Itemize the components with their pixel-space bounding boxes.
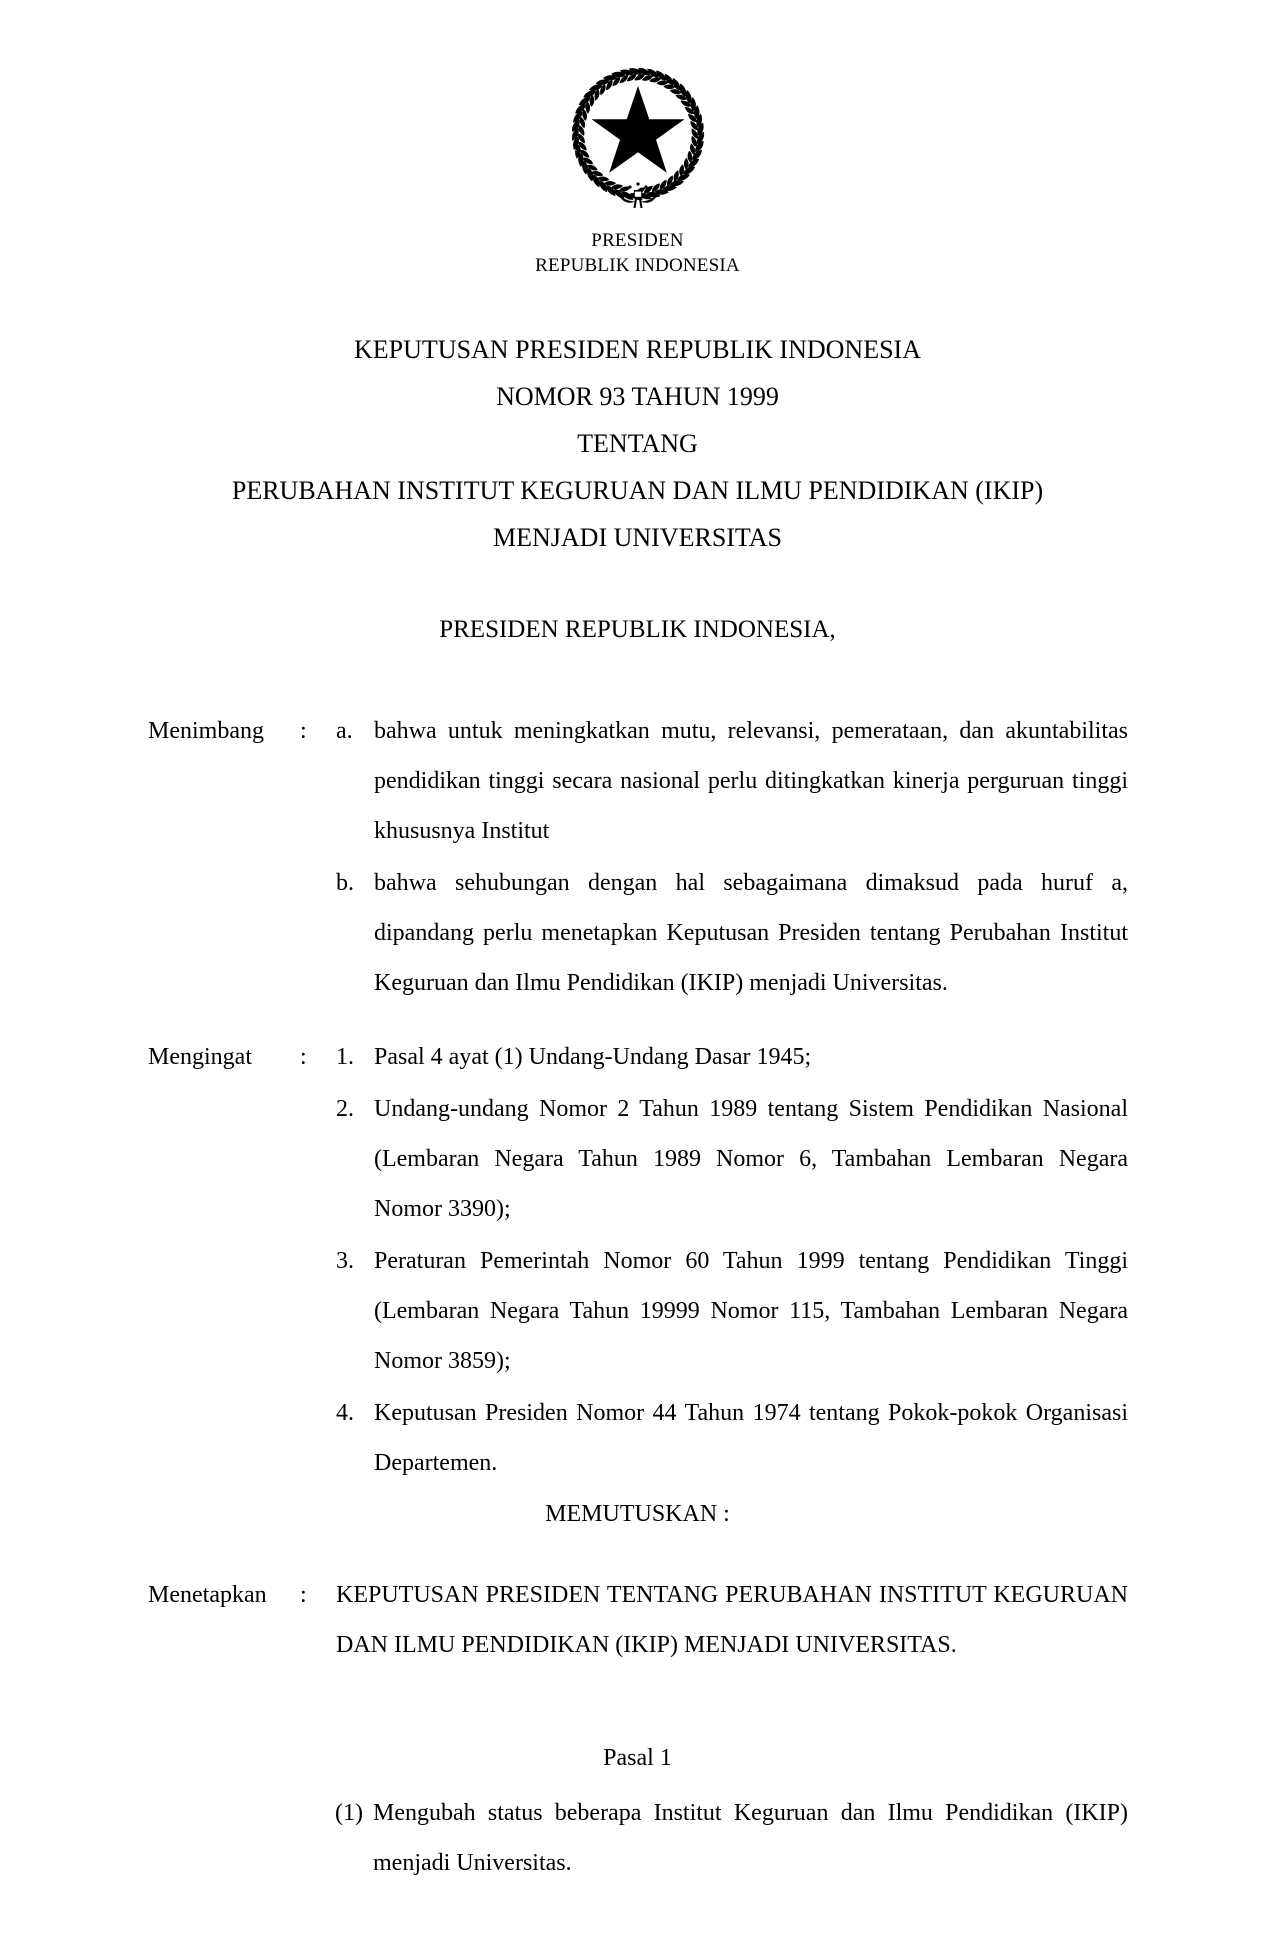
- list-text: Mengubah status beberapa Institut Keguruan dan Ilmu Pendidikan (IKIP) menjadi Universitas.: [373, 1800, 1128, 1876]
- list-marker: (1): [335, 1800, 363, 1826]
- title-line-subject-1: PERUBAHAN INSTITUT KEGURUAN DAN ILMU PENDIDIKAN (IKIP): [231, 476, 1044, 505]
- list-text: bahwa sehubungan dengan hal sebagaimana dimaksud pada huruf a, dipandang perlu menetapkan Keputusan Presiden tentang Perubahan Institut Keguruan dan Ilmu Pendidikan (IKIP) menjadi Universitas.: [374, 870, 1128, 996]
- clause-items-mengingat: [336, 1032, 1128, 1490]
- memutuskan-heading: MEMUTUSKAN :: [545, 1501, 730, 1527]
- clause-label-menimbang: Menimbang: [148, 718, 264, 744]
- list-item: [336, 858, 1128, 1008]
- header-presiden: PRESIDEN: [591, 230, 684, 251]
- list-item: [336, 1388, 1128, 1488]
- pasal-heading: Pasal 1: [603, 1745, 672, 1771]
- clause-mengingat: [148, 1032, 1128, 1490]
- clause-items-menimbang: [336, 706, 1128, 1010]
- list-item: [336, 1084, 1128, 1234]
- document-title-block: [0, 326, 1275, 561]
- list-marker: b.: [336, 870, 354, 896]
- title-line-1: KEPUTUSAN PRESIDEN REPUBLIK INDONESIA: [354, 335, 921, 364]
- list-marker: 2.: [336, 1096, 354, 1122]
- list-marker: 4.: [336, 1400, 354, 1426]
- emblem-container: [0, 48, 1275, 219]
- document-body: [148, 706, 1128, 1512]
- list-item: [336, 1032, 1128, 1082]
- clause-colon-mengingat: :: [300, 1044, 307, 1070]
- list-item: [335, 1788, 1128, 1888]
- clause-menetapkan: [148, 1570, 1128, 1670]
- list-text: Peraturan Pemerintah Nomor 60 Tahun 1999 tentang Pendidikan Tinggi (Lembaran Negara Tahun 19999 Nomor 115, Tambahan Lembaran Negara Nomor 3859);: [374, 1248, 1128, 1374]
- clause-label-mengingat: Mengingat: [148, 1044, 252, 1070]
- title-line-tentang: TENTANG: [577, 429, 698, 458]
- list-text: Keputusan Presiden Nomor 44 Tahun 1974 tentang Pokok-pokok Organisasi Departemen.: [374, 1400, 1128, 1476]
- list-item: [336, 706, 1128, 856]
- garuda-star-wreath-emblem: [562, 48, 714, 214]
- clause-colon-menetapkan: :: [300, 1582, 307, 1608]
- list-marker: 3.: [336, 1248, 354, 1274]
- list-marker: a.: [336, 718, 353, 744]
- title-line-subject-2: MENJADI UNIVERSITAS: [493, 523, 782, 552]
- menetapkan-text: KEPUTUSAN PRESIDEN TENTANG PERUBAHAN INSTITUT KEGURUAN DAN ILMU PENDIDIKAN (IKIP) MENJADI UNIVERSITAS.: [336, 1582, 1128, 1658]
- list-text: bahwa untuk meningkatkan mutu, relevansi, pemerataan, dan akuntabilitas pendidikan tinggi secara nasional perlu ditingkatkan kinerja perguruan tinggi khususnya Institut: [374, 718, 1128, 844]
- clause-colon-menimbang: :: [300, 718, 307, 744]
- pasal-body: [335, 1788, 1128, 1890]
- list-text: Pasal 4 ayat (1) Undang-Undang Dasar 1945;: [374, 1044, 812, 1070]
- list-text: Undang-undang Nomor 2 Tahun 1989 tentang Sistem Pendidikan Nasional (Lembaran Negara Tahun 1989 Nomor 6, Tambahan Lembaran Negara Nomor 3390);: [374, 1096, 1128, 1222]
- clause-label-menetapkan: Menetapkan: [148, 1582, 267, 1608]
- document-header: [0, 228, 1275, 278]
- document-subtitle: PRESIDEN REPUBLIK INDONESIA,: [439, 616, 836, 643]
- list-item: [336, 1236, 1128, 1386]
- clause-menimbang: [148, 706, 1128, 1010]
- title-line-nomor: NOMOR 93 TAHUN 1999: [496, 382, 779, 411]
- header-republik-indonesia: REPUBLIK INDONESIA: [535, 255, 740, 276]
- list-marker: 1.: [336, 1044, 354, 1070]
